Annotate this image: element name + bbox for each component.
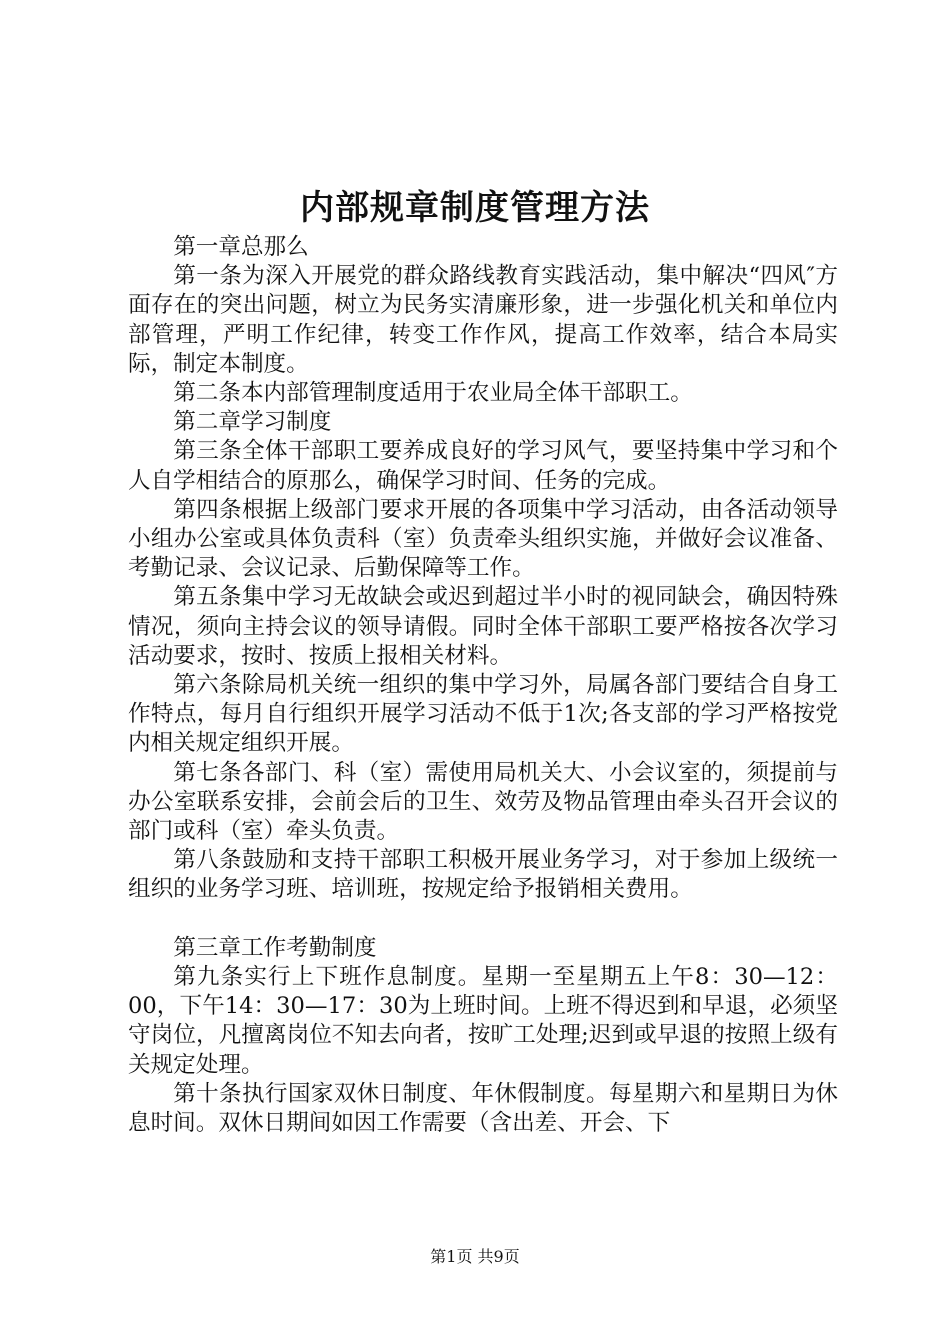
- article-paragraph: 第二条本内部管理制度适用于农业局全体干部职工。: [173, 380, 693, 407]
- article-paragraph: 第五条集中学习无故缺会或迟到超过半小时的视同缺会，确因特殊情况，须向主持会议的领导请假。同时全体干部职工要严格按各次学习活动要求，按时、按质上报相关材料。: [128, 584, 838, 669]
- chapter-heading: 第二章学习制度: [173, 409, 332, 436]
- article-paragraph: 第六条除局机关统一组织的集中学习外，局属各部门要结合自身工作特点，每月自行组织开展学习活动不低于1次;各支部的学习严格按党内相关规定组织开展。: [128, 672, 838, 757]
- article-paragraph: 第九条实行上下班作息制度。星期一至星期五上午8：30—12：00，下午14：30—17：30为上班时间。上班不得迟到和早退，必须坚守岗位，凡擅离岗位不知去向者，按旷工处理;迟到或早退的按照上级有关规定处理。: [128, 964, 838, 1078]
- article-paragraph: 第十条执行国家双休日制度、年休假制度。每星期六和星期日为休息时间。双休日期间如因工作需要（含出差、开会、下: [128, 1080, 838, 1137]
- article-paragraph: 第八条鼓励和支持干部职工积极开展业务学习，对于参加上级统一组织的业务学习班、培训班，按规定给予报销相关费用。: [128, 847, 838, 903]
- article-paragraph: 第四条根据上级部门要求开展的各项集中学习活动，由各活动领导小组办公室或具体负责科（室）负责牵头组织实施，并做好会议准备、考勤记录、会议记录、后勤保障等工作。: [128, 496, 838, 582]
- document-body: [128, 233, 838, 1138]
- article-paragraph: 第三条全体干部职工要养成良好的学习风气，要坚持集中学习和个人自学相结合的原那么，确保学习时间、任务的完成。: [128, 438, 838, 494]
- chapter-heading: 第三章工作考勤制度: [173, 934, 377, 961]
- document-title: 内部规章制度管理方法: [300, 188, 650, 228]
- article-paragraph: 第七条各部门、科（室）需使用局机关大、小会议室的，须提前与办公室联系安排，会前会后的卫生、效劳及物品管理由牵头召开会议的部门或科（室）牵头负责。: [128, 759, 838, 845]
- page-number: 第1页 共9页: [430, 1247, 520, 1266]
- article-paragraph: 第一条为深入开展党的群众路线教育实践活动，集中解决“四风″方面存在的突出问题，树立为民务实清廉形象，进一步强化机关和单位内部管理，严明工作纪律，转变工作作风，提高工作效率，结合本局实际，制定本制度。: [128, 263, 838, 377]
- chapter-heading: 第一章总那么: [173, 234, 309, 260]
